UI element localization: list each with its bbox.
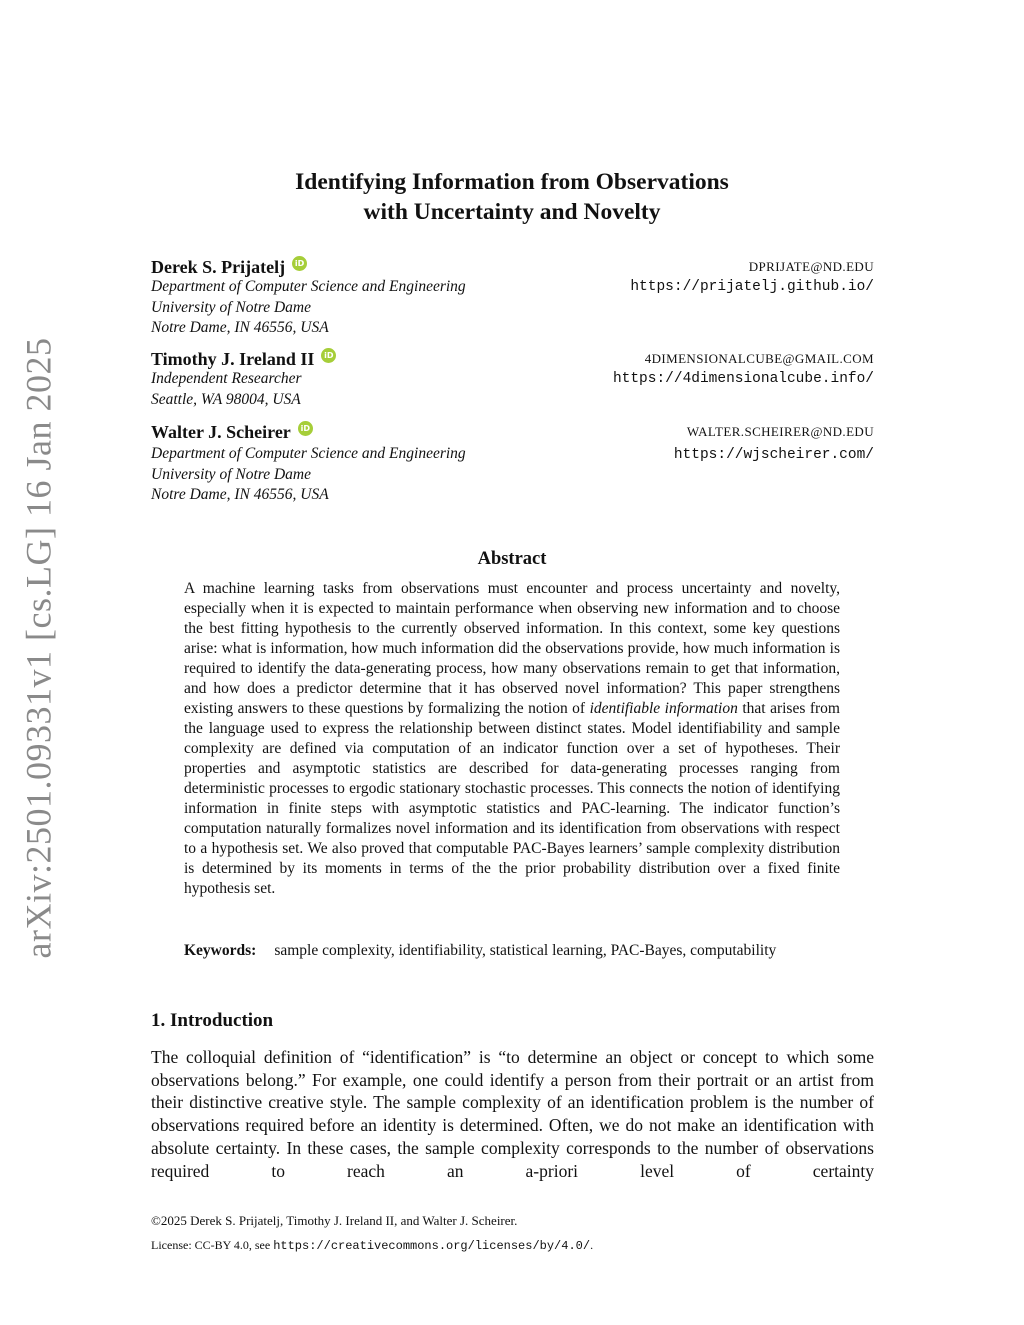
author-url-link[interactable]: https://prijatelj.github.io/ <box>630 279 874 295</box>
license-prefix: License: CC-BY 4.0, see <box>151 1238 274 1252</box>
paper-title-line-1: Identifying Information from Observations <box>295 169 729 195</box>
author-affiliation-line: Notre Dame, IN 46556, USA <box>151 319 329 336</box>
author-affiliation-line: Department of Computer Science and Engineering <box>151 445 466 462</box>
author-url-link[interactable]: https://4dimensionalcube.info/ <box>612 371 874 387</box>
author-block-1 <box>151 257 874 339</box>
author-url-link[interactable]: https://wjscheirer.com/ <box>673 447 874 463</box>
license-suffix: . <box>590 1238 594 1252</box>
paper-title-line-2: with Uncertainty and Novelty <box>363 199 661 225</box>
author-name-text: Walter J. Scheirer <box>151 422 291 442</box>
keywords-label: Keywords: <box>184 942 257 959</box>
author-email[interactable]: WALTER.SCHEIRER@ND.EDU <box>686 424 874 439</box>
abstract-text: A machine learning tasks from observations must encounter and process uncertainty and novelty, especially when it is expected to maintain performance when observing new information and to choose the best fitting hypothesis to the currently observed information. In this context, some key questions arise: what is information, how much information did the observations provide, how much information is required to identify the data-generating process, how many observations remain to get that information, and how does a predictor determine that it has observed novel information? This paper strengthens existing answers to these questions by formalizing the notion of <box>184 580 840 717</box>
abstract-emphasis: identifiable information <box>589 700 738 717</box>
author-block-3 <box>151 422 874 506</box>
author-name-text: Timothy J. Ireland II <box>151 349 315 369</box>
author-affiliation-line: Notre Dame, IN 46556, USA <box>151 486 329 503</box>
section-heading-introduction: 1. Introduction <box>151 1010 274 1031</box>
author-block-2 <box>151 349 874 410</box>
author-affiliation-line: University of Notre Dame <box>151 298 311 316</box>
arxiv-identifier-text: arXiv:2501.09331v1 [cs.LG] 16 Jan 2025 <box>18 337 59 958</box>
author-affiliation-line: Department of Computer Science and Engineering <box>151 278 466 295</box>
keywords-text: sample complexity, identifiability, statistical learning, PAC-Bayes, computability <box>274 942 777 959</box>
abstract-heading: Abstract <box>477 549 547 569</box>
arxiv-identifier-stamp <box>8 337 68 958</box>
abstract-body <box>184 579 840 899</box>
orcid-icon[interactable]: iD <box>292 256 307 271</box>
keywords <box>184 941 840 961</box>
orcid-icon[interactable]: iD <box>298 421 313 436</box>
orcid-icon[interactable]: iD <box>321 348 336 363</box>
author-affiliation-line: Seattle, WA 98004, USA <box>151 390 301 408</box>
author-affiliation-line: University of Notre Dame <box>151 465 311 483</box>
paper-title <box>150 167 874 227</box>
abstract-text: that arises from the language used to express the relationship between distinct states. Model identifiability and sample complexity are defined via computation of an indicator function over a set of hypotheses. Their properties and asymptotic statistics are described for data-generating processes ranging from deterministic processes to ergodic stationary stochastic processes. This connects the notion of identifying information in finite steps with asymptotic statistics and PAC-learning. The indicator function’s computation naturally formalizes novel information and its identification from observations with respect to a hypothesis set. We also proved that computable PAC-Bayes learners’ sample complexity distribution is determined by its moments in terms of the the prior probability distribution over a fixed finite hypothesis set. <box>184 700 840 897</box>
license-url-link[interactable]: https://creativecommons.org/licenses/by/4.0/ <box>273 1239 591 1253</box>
footer-license <box>151 1238 593 1253</box>
introduction-paragraph: The colloquial definition of “identification” is “to determine an object or concept to which some observations belong.” For example, one could identify a person from their portrait or an artist from their distinctive creative style. The sample complexity of an identification problem is the number of observations required before an identity is determined. Often, we do not make an identification with absolute certainty. In these cases, the sample complexity corresponds to the number of observations required to reach an a-priori level of certainty <box>151 1047 874 1181</box>
author-name-text: Derek S. Prijatelj <box>151 257 286 277</box>
author-email[interactable]: DPRIJATE@ND.EDU <box>748 259 874 274</box>
author-affiliation-line: Independent Researcher <box>151 370 302 387</box>
footer-copyright: ©2025 Derek S. Prijatelj, Timothy J. Ireland II, and Walter J. Scheirer. <box>151 1213 518 1228</box>
author-email[interactable]: 4DIMENSIONALCUBE@GMAIL.COM <box>644 351 874 366</box>
